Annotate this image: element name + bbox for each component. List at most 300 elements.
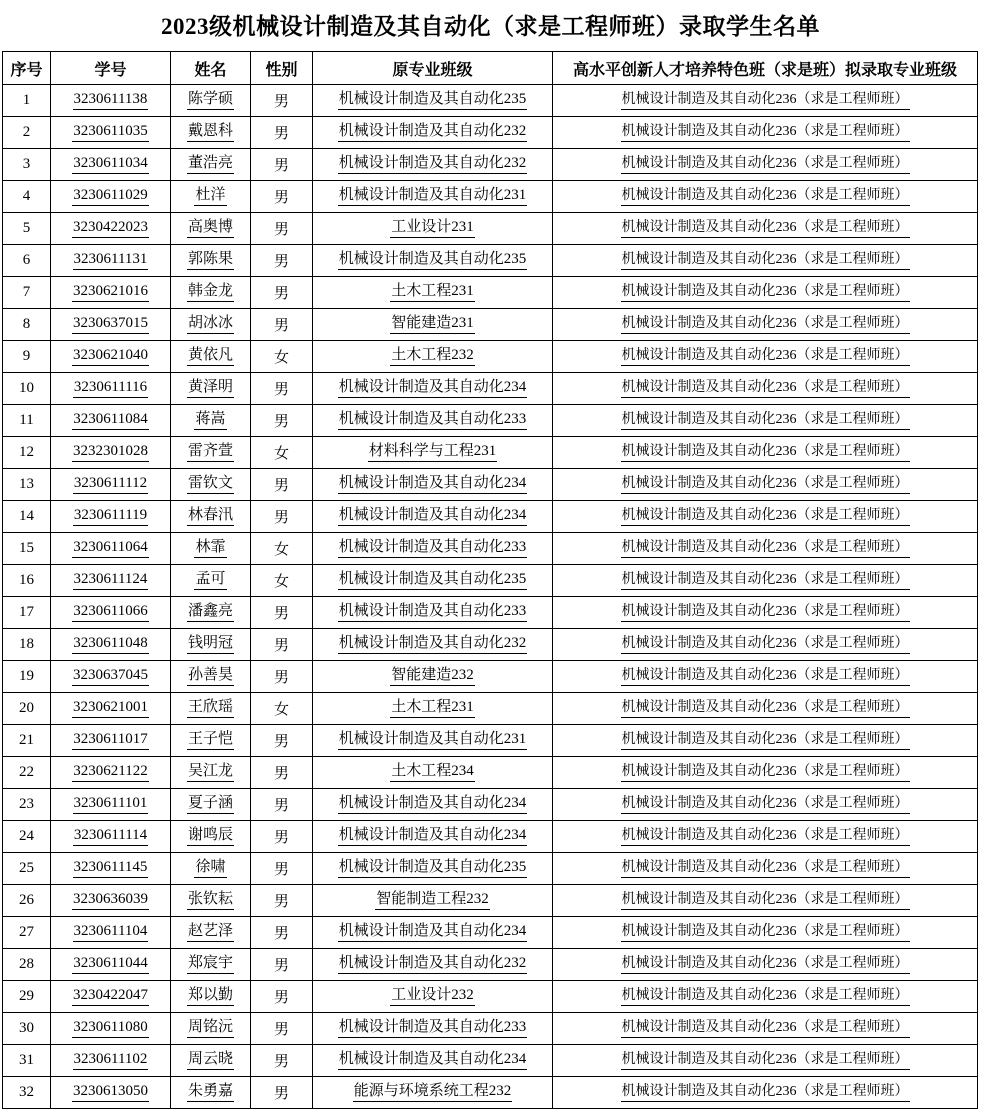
cell-admitted-class: [553, 405, 978, 437]
student-id-text: 3230611114: [73, 827, 148, 845]
student-id-text: 3230611017: [72, 731, 148, 749]
cell-gender: 男: [251, 661, 313, 693]
admitted-class-text: 机械设计制造及其自动化236（求是工程师班）: [621, 1020, 910, 1037]
cell-index: 1: [3, 85, 51, 117]
column-header-admitted-class: 高水平创新人才培养特色班（求是班）拟录取专业班级: [553, 52, 978, 85]
student-id-text: 3230611080: [72, 1019, 148, 1037]
cell-original-class: [313, 533, 553, 565]
table-row: [3, 725, 978, 757]
table-row: [3, 597, 978, 629]
student-name-text: 吴江龙: [187, 763, 234, 781]
cell-admitted-class: [553, 373, 978, 405]
student-name-text: 高奥博: [187, 219, 234, 237]
admitted-class-text: 机械设计制造及其自动化236（求是工程师班）: [621, 156, 910, 173]
student-id-text: 3230611044: [72, 955, 148, 973]
cell-name: [171, 693, 251, 725]
cell-name: [171, 821, 251, 853]
original-class-text: 土木工程234: [390, 763, 475, 781]
admitted-class-text: 机械设计制造及其自动化236（求是工程师班）: [621, 828, 910, 845]
cell-original-class: [313, 917, 553, 949]
student-id-text: 3230611131: [73, 251, 149, 269]
cell-gender: 男: [251, 117, 313, 149]
admitted-class-text: 机械设计制造及其自动化236（求是工程师班）: [621, 348, 910, 365]
student-name-text: 戴恩科: [187, 123, 234, 141]
student-name-text: 杜洋: [194, 187, 226, 205]
original-class-text: 工业设计232: [390, 987, 475, 1005]
student-name-text: 董浩亮: [187, 155, 234, 173]
cell-original-class: [313, 725, 553, 757]
table-row: [3, 885, 978, 917]
original-class-text: 机械设计制造及其自动化235: [338, 251, 528, 269]
cell-name: [171, 149, 251, 181]
cell-original-class: [313, 565, 553, 597]
cell-name: [171, 437, 251, 469]
student-id-text: 3230611035: [72, 123, 148, 141]
original-class-text: 机械设计制造及其自动化235: [338, 91, 528, 109]
admitted-class-text: 机械设计制造及其自动化236（求是工程师班）: [621, 540, 910, 557]
student-name-text: 王欣瑶: [187, 699, 234, 717]
original-class-text: 机械设计制造及其自动化231: [338, 187, 528, 205]
cell-name: [171, 565, 251, 597]
cell-student-id: [51, 341, 171, 373]
admitted-class-text: 机械设计制造及其自动化236（求是工程师班）: [621, 764, 910, 781]
admitted-class-text: 机械设计制造及其自动化236（求是工程师班）: [621, 316, 910, 333]
student-id-text: 3230611066: [72, 603, 148, 621]
cell-name: [171, 1013, 251, 1045]
cell-name: [171, 1077, 251, 1109]
cell-original-class: [313, 437, 553, 469]
cell-admitted-class: [553, 117, 978, 149]
cell-gender: 男: [251, 245, 313, 277]
student-name-text: 雷齐萱: [187, 443, 234, 461]
cell-name: [171, 469, 251, 501]
cell-admitted-class: [553, 629, 978, 661]
original-class-text: 智能建造231: [390, 315, 475, 333]
cell-gender: 女: [251, 693, 313, 725]
cell-index: 15: [3, 533, 51, 565]
cell-original-class: [313, 85, 553, 117]
page-title: 2023级机械设计制造及其自动化（求是工程师班）录取学生名单: [161, 14, 820, 39]
cell-name: [171, 309, 251, 341]
admitted-class-text: 机械设计制造及其自动化236（求是工程师班）: [621, 188, 910, 205]
cell-original-class: [313, 597, 553, 629]
student-id-text: 3230621040: [72, 347, 149, 365]
student-name-text: 孙善昊: [187, 667, 234, 685]
table-row: [3, 341, 978, 373]
cell-index: 14: [3, 501, 51, 533]
cell-student-id: [51, 1013, 171, 1045]
cell-student-id: [51, 149, 171, 181]
cell-gender: 男: [251, 981, 313, 1013]
column-header-index: 序号: [3, 52, 51, 85]
cell-original-class: [313, 821, 553, 853]
student-id-text: 3230611101: [73, 795, 149, 813]
admitted-class-text: 机械设计制造及其自动化236（求是工程师班）: [621, 668, 910, 685]
cell-admitted-class: [553, 85, 978, 117]
cell-admitted-class: [553, 1045, 978, 1077]
admitted-class-text: 机械设计制造及其自动化236（求是工程师班）: [621, 892, 910, 909]
cell-admitted-class: [553, 181, 978, 213]
cell-name: [171, 533, 251, 565]
cell-name: [171, 917, 251, 949]
cell-name: [171, 661, 251, 693]
cell-index: 32: [3, 1077, 51, 1109]
original-class-text: 机械设计制造及其自动化231: [338, 731, 528, 749]
cell-student-id: [51, 725, 171, 757]
original-class-text: 智能建造232: [390, 667, 475, 685]
cell-original-class: [313, 629, 553, 661]
cell-student-id: [51, 245, 171, 277]
cell-name: [171, 885, 251, 917]
table-row: [3, 309, 978, 341]
cell-gender: 男: [251, 405, 313, 437]
cell-admitted-class: [553, 757, 978, 789]
table-header: [3, 52, 978, 85]
cell-admitted-class: [553, 917, 978, 949]
cell-index: 5: [3, 213, 51, 245]
cell-student-id: [51, 789, 171, 821]
cell-index: 7: [3, 277, 51, 309]
admitted-class-text: 机械设计制造及其自动化236（求是工程师班）: [621, 508, 910, 525]
student-id-text: 3230611112: [73, 475, 148, 493]
cell-gender: 女: [251, 437, 313, 469]
cell-name: [171, 629, 251, 661]
cell-gender: 男: [251, 949, 313, 981]
cell-gender: 男: [251, 885, 313, 917]
cell-student-id: [51, 981, 171, 1013]
cell-admitted-class: [553, 469, 978, 501]
student-name-text: 陈学硕: [187, 91, 234, 109]
student-name-text: 郭陈果: [187, 251, 234, 269]
student-id-text: 3230611064: [72, 539, 148, 557]
admitted-class-text: 机械设计制造及其自动化236（求是工程师班）: [621, 1052, 910, 1069]
cell-gender: 男: [251, 757, 313, 789]
cell-original-class: [313, 1013, 553, 1045]
table-row: [3, 213, 978, 245]
cell-gender: 男: [251, 821, 313, 853]
cell-index: 24: [3, 821, 51, 853]
cell-gender: 女: [251, 533, 313, 565]
student-name-text: 夏子涵: [187, 795, 234, 813]
cell-admitted-class: [553, 597, 978, 629]
original-class-text: 机械设计制造及其自动化235: [338, 571, 528, 589]
original-class-text: 机械设计制造及其自动化234: [338, 475, 528, 493]
student-name-text: 林霏: [194, 539, 226, 557]
cell-student-id: [51, 693, 171, 725]
student-id-text: 3230611145: [73, 859, 149, 877]
cell-student-id: [51, 597, 171, 629]
cell-original-class: [313, 149, 553, 181]
admitted-class-text: 机械设计制造及其自动化236（求是工程师班）: [621, 988, 910, 1005]
cell-student-id: [51, 1077, 171, 1109]
cell-student-id: [51, 469, 171, 501]
column-header-gender: 性别: [251, 52, 313, 85]
cell-student-id: [51, 917, 171, 949]
original-class-text: 土木工程231: [390, 283, 475, 301]
cell-name: [171, 181, 251, 213]
student-name-text: 谢鸣辰: [187, 827, 234, 845]
admitted-class-text: 机械设计制造及其自动化236（求是工程师班）: [621, 92, 910, 109]
cell-gender: 男: [251, 149, 313, 181]
cell-name: [171, 373, 251, 405]
cell-index: 13: [3, 469, 51, 501]
table-row: [3, 149, 978, 181]
cell-student-id: [51, 213, 171, 245]
cell-gender: 男: [251, 789, 313, 821]
cell-student-id: [51, 181, 171, 213]
original-class-text: 机械设计制造及其自动化232: [338, 955, 528, 973]
cell-name: [171, 501, 251, 533]
admitted-class-text: 机械设计制造及其自动化236（求是工程师班）: [621, 924, 910, 941]
cell-gender: 男: [251, 597, 313, 629]
cell-original-class: [313, 501, 553, 533]
cell-original-class: [313, 245, 553, 277]
cell-name: [171, 245, 251, 277]
table-row: [3, 181, 978, 213]
cell-admitted-class: [553, 949, 978, 981]
cell-index: 3: [3, 149, 51, 181]
cell-gender: 男: [251, 1013, 313, 1045]
student-id-text: 3230621001: [72, 699, 149, 717]
cell-student-id: [51, 85, 171, 117]
table-row: [3, 501, 978, 533]
table-row: [3, 949, 978, 981]
table-row: [3, 117, 978, 149]
cell-original-class: [313, 181, 553, 213]
student-name-text: 郑以勤: [187, 987, 234, 1005]
table-header-row: [3, 52, 978, 85]
cell-original-class: [313, 277, 553, 309]
original-class-text: 机械设计制造及其自动化235: [338, 859, 528, 877]
student-id-text: 3230422023: [72, 219, 149, 237]
cell-original-class: [313, 981, 553, 1013]
cell-student-id: [51, 661, 171, 693]
original-class-text: 土木工程231: [390, 699, 475, 717]
cell-original-class: [313, 757, 553, 789]
cell-name: [171, 1045, 251, 1077]
cell-index: 9: [3, 341, 51, 373]
student-id-text: 3230611104: [73, 923, 149, 941]
cell-student-id: [51, 117, 171, 149]
student-id-text: 3230611102: [73, 1051, 149, 1069]
cell-admitted-class: [553, 725, 978, 757]
cell-name: [171, 213, 251, 245]
original-class-text: 能源与环境系统工程232: [353, 1083, 513, 1101]
cell-index: 17: [3, 597, 51, 629]
admitted-class-text: 机械设计制造及其自动化236（求是工程师班）: [621, 796, 910, 813]
admitted-class-text: 机械设计制造及其自动化236（求是工程师班）: [621, 220, 910, 237]
cell-original-class: [313, 693, 553, 725]
student-id-text: 3230611029: [72, 187, 148, 205]
table-row: [3, 565, 978, 597]
cell-name: [171, 117, 251, 149]
table-body: [3, 85, 978, 1109]
cell-original-class: [313, 341, 553, 373]
table-row: [3, 373, 978, 405]
table-row: [3, 1013, 978, 1045]
cell-original-class: [313, 949, 553, 981]
student-id-text: 3230611116: [73, 379, 148, 397]
cell-index: 16: [3, 565, 51, 597]
cell-gender: 男: [251, 917, 313, 949]
table-row: [3, 853, 978, 885]
cell-admitted-class: [553, 277, 978, 309]
cell-name: [171, 277, 251, 309]
admitted-class-text: 机械设计制造及其自动化236（求是工程师班）: [621, 1084, 910, 1101]
cell-original-class: [313, 1045, 553, 1077]
cell-admitted-class: [553, 533, 978, 565]
cell-name: [171, 757, 251, 789]
student-name-text: 王子恺: [187, 731, 234, 749]
table-row: [3, 85, 978, 117]
cell-index: 29: [3, 981, 51, 1013]
cell-original-class: [313, 373, 553, 405]
cell-gender: 男: [251, 853, 313, 885]
student-name-text: 韩金龙: [187, 283, 234, 301]
admitted-class-text: 机械设计制造及其自动化236（求是工程师班）: [621, 252, 910, 269]
table-row: [3, 629, 978, 661]
cell-admitted-class: [553, 437, 978, 469]
admitted-class-text: 机械设计制造及其自动化236（求是工程师班）: [621, 700, 910, 717]
cell-name: [171, 853, 251, 885]
cell-name: [171, 341, 251, 373]
cell-gender: 男: [251, 373, 313, 405]
cell-student-id: [51, 885, 171, 917]
column-header-student-id: 学号: [51, 52, 171, 85]
table-row: [3, 789, 978, 821]
cell-original-class: [313, 405, 553, 437]
original-class-text: 机械设计制造及其自动化234: [338, 795, 528, 813]
cell-gender: 男: [251, 501, 313, 533]
original-class-text: 机械设计制造及其自动化234: [338, 507, 528, 525]
cell-gender: 男: [251, 277, 313, 309]
original-class-text: 机械设计制造及其自动化232: [338, 123, 528, 141]
cell-admitted-class: [553, 789, 978, 821]
table-row: [3, 981, 978, 1013]
cell-original-class: [313, 309, 553, 341]
admitted-class-text: 机械设计制造及其自动化236（求是工程师班）: [621, 636, 910, 653]
cell-gender: 男: [251, 1077, 313, 1109]
student-id-text: 3230422047: [72, 987, 149, 1005]
student-id-text: 3230611084: [72, 411, 148, 429]
table-row: [3, 1077, 978, 1109]
cell-student-id: [51, 1045, 171, 1077]
original-class-text: 机械设计制造及其自动化232: [338, 155, 528, 173]
original-class-text: 材料科学与工程231: [368, 443, 498, 461]
cell-student-id: [51, 405, 171, 437]
student-name-text: 张钦耘: [187, 891, 234, 909]
cell-student-id: [51, 757, 171, 789]
cell-index: 30: [3, 1013, 51, 1045]
cell-admitted-class: [553, 1013, 978, 1045]
student-name-text: 钱明冠: [187, 635, 234, 653]
cell-name: [171, 85, 251, 117]
cell-name: [171, 789, 251, 821]
cell-admitted-class: [553, 309, 978, 341]
cell-admitted-class: [553, 501, 978, 533]
student-id-text: 3230637045: [72, 667, 149, 685]
cell-gender: 男: [251, 309, 313, 341]
cell-admitted-class: [553, 981, 978, 1013]
cell-original-class: [313, 789, 553, 821]
original-class-text: 机械设计制造及其自动化233: [338, 539, 528, 557]
cell-index: 31: [3, 1045, 51, 1077]
cell-index: 27: [3, 917, 51, 949]
student-id-text: 3230611124: [73, 571, 149, 589]
cell-admitted-class: [553, 341, 978, 373]
cell-admitted-class: [553, 565, 978, 597]
admitted-class-text: 机械设计制造及其自动化236（求是工程师班）: [621, 860, 910, 877]
student-name-text: 黄依凡: [187, 347, 234, 365]
cell-gender: 男: [251, 1045, 313, 1077]
cell-student-id: [51, 629, 171, 661]
original-class-text: 机械设计制造及其自动化234: [338, 827, 528, 845]
table-row: [3, 437, 978, 469]
cell-student-id: [51, 565, 171, 597]
cell-original-class: [313, 885, 553, 917]
table-row: [3, 277, 978, 309]
cell-admitted-class: [553, 1077, 978, 1109]
cell-index: 26: [3, 885, 51, 917]
student-name-text: 周铭沅: [187, 1019, 234, 1037]
cell-student-id: [51, 277, 171, 309]
column-header-original-class: 原专业班级: [313, 52, 553, 85]
cell-student-id: [51, 853, 171, 885]
student-id-text: 3230611138: [73, 91, 149, 109]
student-name-text: 雷钦文: [187, 475, 234, 493]
student-name-text: 徐啸: [194, 859, 226, 877]
cell-original-class: [313, 213, 553, 245]
student-id-text: 3230637015: [72, 315, 149, 333]
cell-index: 6: [3, 245, 51, 277]
cell-original-class: [313, 853, 553, 885]
cell-original-class: [313, 1077, 553, 1109]
cell-index: 4: [3, 181, 51, 213]
student-id-text: 3230621016: [72, 283, 149, 301]
admitted-class-text: 机械设计制造及其自动化236（求是工程师班）: [621, 380, 910, 397]
cell-admitted-class: [553, 693, 978, 725]
column-header-name: 姓名: [171, 52, 251, 85]
cell-gender: 男: [251, 181, 313, 213]
table-row: [3, 661, 978, 693]
cell-index: 12: [3, 437, 51, 469]
table-row: [3, 757, 978, 789]
cell-student-id: [51, 501, 171, 533]
student-name-text: 胡冰冰: [187, 315, 234, 333]
cell-original-class: [313, 469, 553, 501]
student-name-text: 朱勇嘉: [187, 1083, 234, 1101]
cell-original-class: [313, 661, 553, 693]
cell-index: 8: [3, 309, 51, 341]
original-class-text: 机械设计制造及其自动化234: [338, 379, 528, 397]
student-id-text: 3230621122: [72, 763, 148, 781]
cell-index: 20: [3, 693, 51, 725]
cell-index: 23: [3, 789, 51, 821]
student-id-text: 3230611034: [72, 155, 148, 173]
original-class-text: 机械设计制造及其自动化233: [338, 1019, 528, 1037]
student-name-text: 林春汛: [187, 507, 234, 525]
original-class-text: 机械设计制造及其自动化232: [338, 635, 528, 653]
cell-admitted-class: [553, 853, 978, 885]
cell-index: 22: [3, 757, 51, 789]
student-id-text: 3230611048: [72, 635, 148, 653]
cell-student-id: [51, 821, 171, 853]
student-id-text: 3230613050: [72, 1083, 149, 1101]
cell-index: 2: [3, 117, 51, 149]
cell-index: 11: [3, 405, 51, 437]
table-row: [3, 245, 978, 277]
admitted-class-text: 机械设计制造及其自动化236（求是工程师班）: [621, 284, 910, 301]
